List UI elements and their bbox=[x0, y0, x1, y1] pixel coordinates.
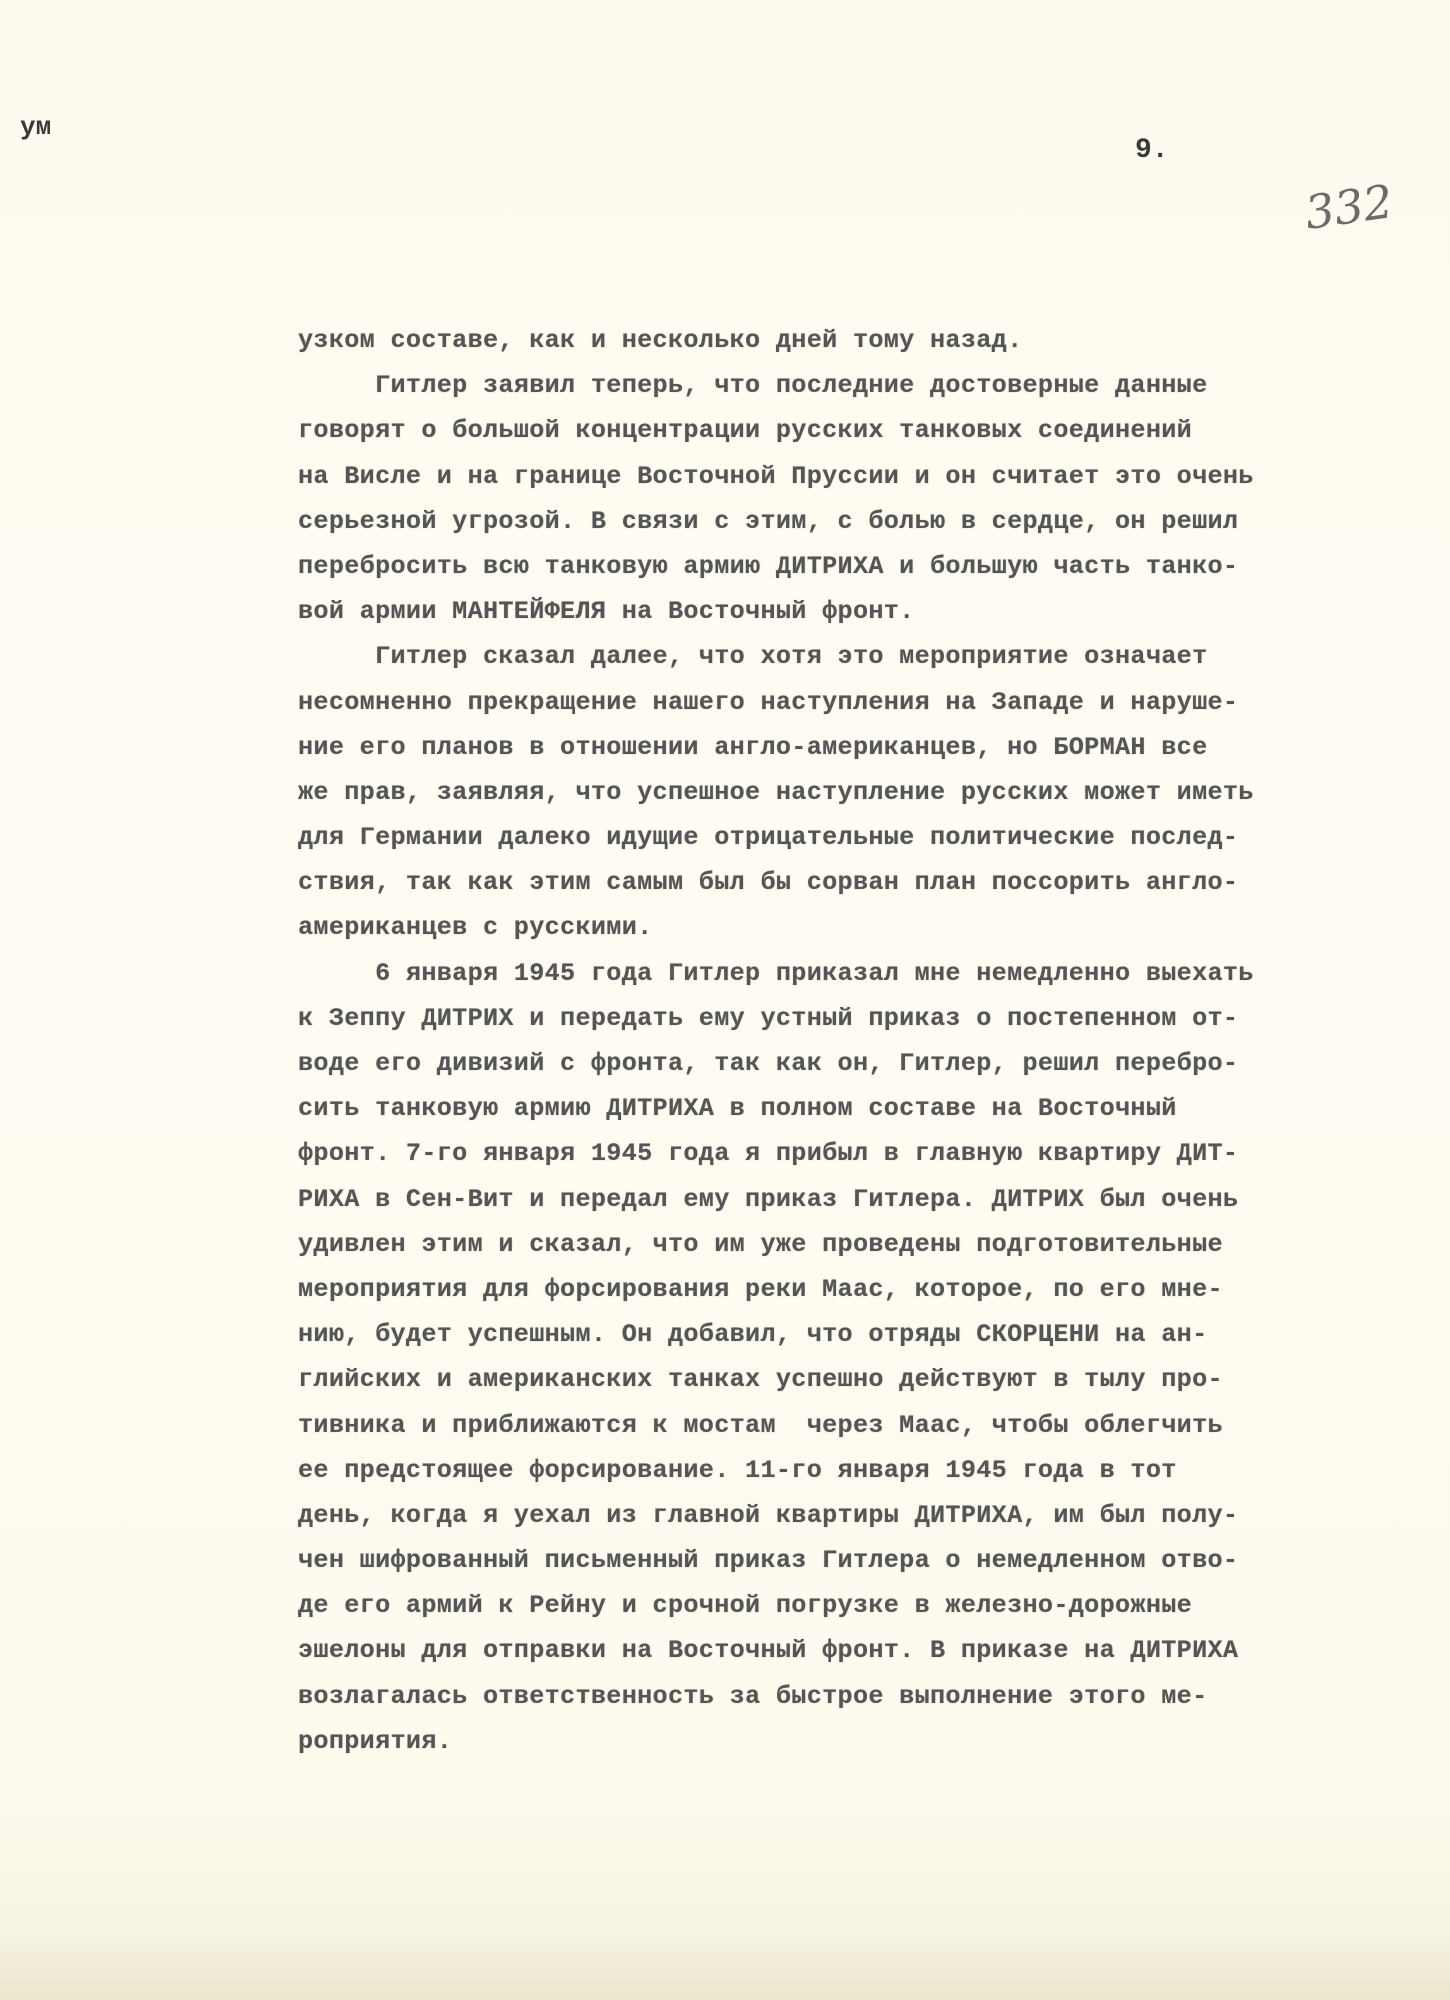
text-line: де его армий к Рейну и срочной погрузке в железно-дорожные bbox=[298, 1591, 1193, 1621]
text-line: же прав, заявляя, что успешное наступление русских может иметь bbox=[298, 777, 1254, 807]
paper-bottom-edge bbox=[0, 1940, 1450, 2000]
typed-text-body bbox=[298, 318, 1448, 1764]
text-line: ствия, так как этим самым был бы сорван план поссорить англо- bbox=[298, 868, 1239, 898]
corner-mark: ум bbox=[20, 112, 52, 142]
text-line: вой армии МАНТЕЙФЕЛЯ на Восточный фронт. bbox=[298, 597, 915, 627]
text-line: к Зеппу ДИТРИХ и передать ему устный приказ о постепенном от- bbox=[298, 1003, 1239, 1033]
text-line: Гитлер сказал далее, что хотя это мероприятие означает bbox=[298, 642, 1208, 672]
text-line: день, когда я уехал из главной квартиры ДИТРИХА, им был полу- bbox=[298, 1500, 1239, 1530]
text-line: удивлен этим и сказал, что им уже проведены подготовительные bbox=[298, 1229, 1223, 1259]
text-line: узком составе, как и несколько дней тому назад. bbox=[298, 326, 1023, 355]
text-line: возлагалась ответственность за быстрое выполнение этого ме- bbox=[298, 1681, 1208, 1711]
text-line: серьезной угрозой. В связи с этим, с болью в сердце, он решил bbox=[298, 506, 1239, 536]
text-line: ние его планов в отношении англо-американцев, но БОРМАН все bbox=[298, 732, 1208, 762]
text-line: 6 января 1945 года Гитлер приказал мне немедленно выехать bbox=[298, 958, 1254, 988]
text-line: Гитлер заявил теперь, что последние достоверные данные bbox=[298, 371, 1208, 401]
text-line: на Висле и на границе Восточной Пруссии и он считает это очень bbox=[298, 461, 1254, 491]
text-line: американцев с русскими. bbox=[298, 913, 653, 943]
archive-sheet-number: 332 bbox=[1301, 174, 1397, 240]
text-line: мероприятия для форсирования реки Маас, которое, по его мне- bbox=[298, 1274, 1223, 1304]
text-line: воде его дивизий с фронта, так как он, Гитлер, решил перебро- bbox=[298, 1049, 1239, 1078]
text-line: ее предстоящее форсирование. 11-го января 1945 года в тот bbox=[298, 1455, 1177, 1485]
text-line: для Германии далеко идущие отрицательные политические послед- bbox=[298, 823, 1239, 853]
text-line: глийских и американских танках успешно действуют в тылу про- bbox=[298, 1365, 1223, 1395]
text-line: нию, будет успешным. Он добавил, что отряды СКОРЦЕНИ на ан- bbox=[298, 1320, 1208, 1350]
text-line: чен шифрованный письменный приказ Гитлера о немедленном отво- bbox=[298, 1546, 1239, 1576]
text-line: РИХА в Сен-Вит и передал ему приказ Гитлера. ДИТРИХ был очень bbox=[298, 1184, 1239, 1214]
page-number: 9. bbox=[1135, 135, 1169, 166]
text-line: сить танковую армию ДИТРИХА в полном составе на Восточный bbox=[298, 1094, 1177, 1124]
text-line: несомненно прекращение нашего наступления на Западе и наруше- bbox=[298, 687, 1239, 717]
text-line: говорят о большой концентрации русских танковых соединений bbox=[298, 416, 1193, 446]
text-line: эшелоны для отправки на Восточный фронт. В приказе на ДИТРИХА bbox=[298, 1636, 1239, 1666]
text-line: перебросить всю танковую армию ДИТРИХА и большую часть танко- bbox=[298, 551, 1239, 581]
text-line: фронт. 7-го января 1945 года я прибыл в главную квартиру ДИТ- bbox=[298, 1139, 1239, 1169]
text-line: роприятия. bbox=[298, 1726, 453, 1756]
text-line: тивника и приближаются к мостам через Маас, чтобы облегчить bbox=[298, 1410, 1223, 1440]
